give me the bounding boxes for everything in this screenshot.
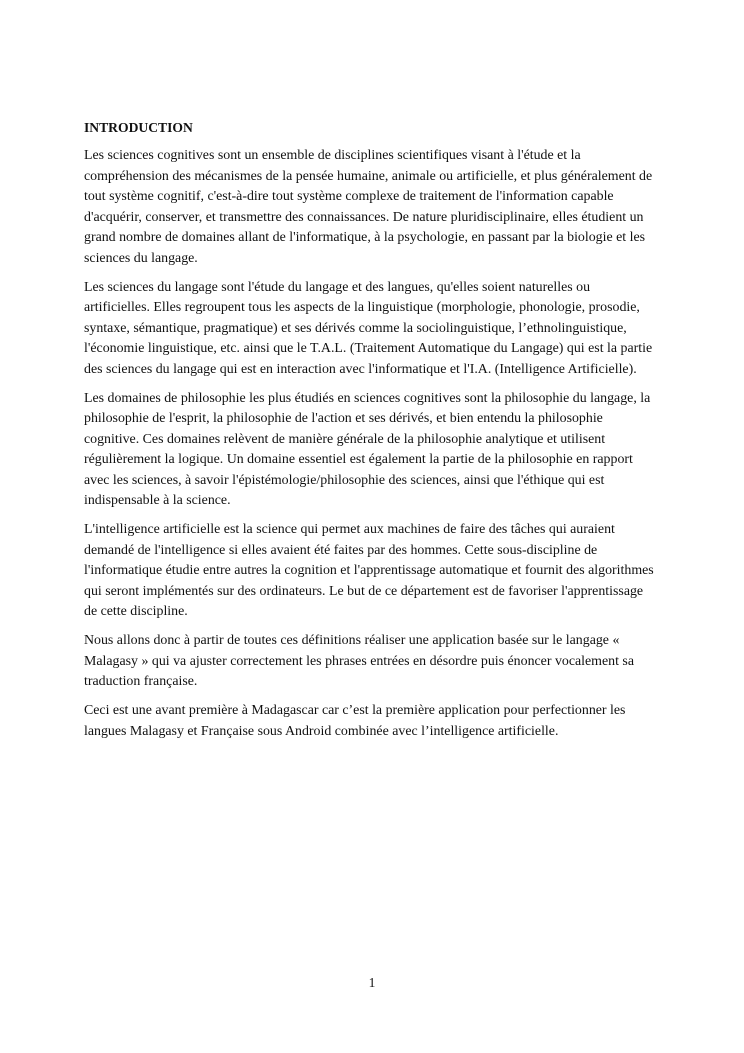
paragraph-philosophy: Les domaines de philosophie les plus étudiés en sciences cognitives sont la philosophie du langage, la philosophie de l'esprit, la philosophie de l'action et ses dérivés, et bien entendu la philosophie cognitive. Ces domaines relèvent de manière générale de la philosophie analytique et utilisent régulièrement la logique. Un domaine essentiel est également la partie de la philosophie en rapport avec les sciences, à savoir l'épistémologie/philosophie des sciences, ainsi que l'éthique qui est indispensable à la science. — [84, 390, 651, 508]
paragraph-artificial-intelligence: L'intelligence artificielle est la science qui permet aux machines de faire des tâches qui auraient demandé de l'intelligence si elles avaient été faites par des hommes. Cette sous-discipline de l'informatique étudie entre autres la cognition et l'apprentissage automatique et fournit des algorithmes qui seront implémentés sur des ordinateurs. Le but de ce département est de favoriser l'apprentissage de cette discipline. — [84, 522, 654, 619]
paragraph-madagascar-first: Ceci est une avant première à Madagascar car c’est la première application pour perfectionner les langues Malagasy et Française sous Android combinée avec l’intelligence artificielle. — [84, 703, 626, 739]
section-heading: INTRODUCTION — [84, 120, 193, 135]
page-number: 1 — [368, 975, 376, 990]
paragraph-language-sciences: Les sciences du langage sont l'étude du langage et des langues, qu'elles soient naturelles ou artificielles. Elles regroupent tous les aspects de la linguistique (morphologie, phonologie, prosodie, syntaxe, sémantique, pragmatique) et ses dérivés comme la sociolinguistique, l’ethnolinguistique, l'économie linguistique, etc. ainsi que le T.A.L. (Traitement Automatique du Langage) qui est la partie des sciences du langage qui est en interaction avec l'informatique et l'I.A. (Intelligence Artificielle). — [84, 279, 653, 377]
paragraph-cognitive-sciences: Les sciences cognitives sont un ensemble de disciplines scientifiques visant à l'étude et la compréhension des mécanismes de la pensée humaine, animale ou artificielle, et plus généralement de tout système cognitif, c'est-à-dire tout système complexe de traitement de l'information capable d'acquérir, conserver, et transmettre des connaissances. De nature pluridisciplinaire, elles étudient un grand nombre de domaines allant de l'informatique, à la psychologie, en passant par la biologie et les sciences du langage. — [84, 148, 653, 266]
document-body — [84, 118, 658, 751]
paragraph-application-goal: Nous allons donc à partir de toutes ces définitions réaliser une application basée sur le langage « Malagasy » qui va ajuster correctement les phrases entrées en désordre puis énoncer vocalement sa traduction française. — [84, 633, 635, 689]
